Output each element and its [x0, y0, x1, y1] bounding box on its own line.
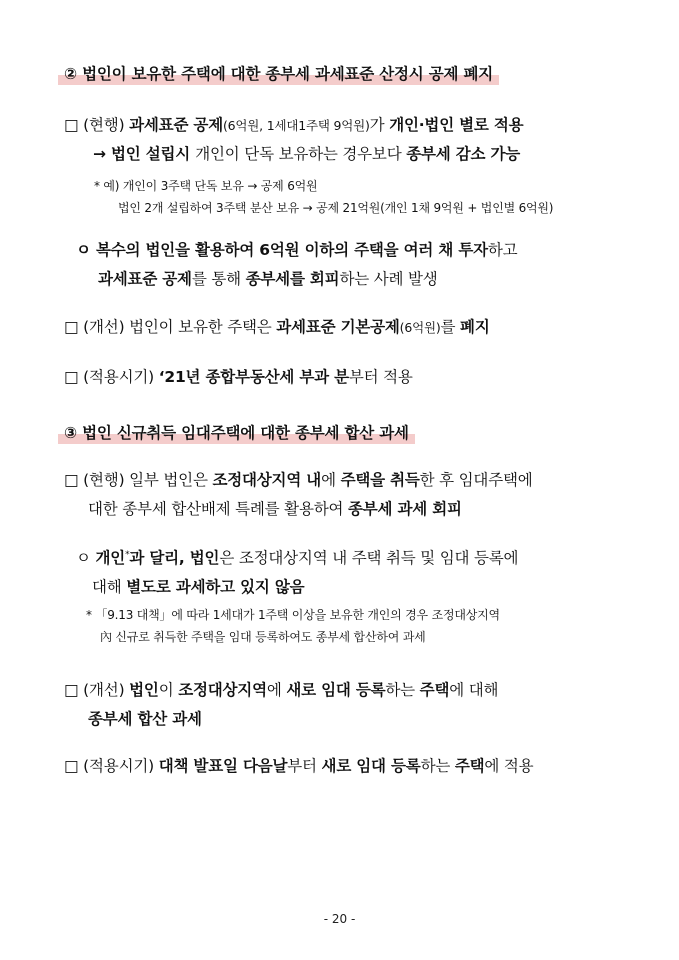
paragraph-line: □ (개선) 법인이 보유한 주택은 과세표준 기본공제(6억원)를 폐지 [64, 318, 490, 336]
paragraph-line: □ (적용시기) 대책 발표일 다음날부터 새로 임대 등록하는 주택에 적용 [64, 757, 534, 775]
paragraph-current-2 [64, 111, 523, 169]
paragraph-timing-2 [64, 363, 413, 392]
paragraph-current-3 [64, 466, 533, 524]
page-number: - 20 - [323, 912, 356, 926]
footnote-913 [86, 604, 500, 648]
section-heading-3: ③ 법인 신규취득 임대주택에 대한 종부세 합산 과세 [58, 421, 415, 445]
footnote-line: * 예) 개인이 3주택 단독 보유 → 공제 6억원 [94, 179, 318, 193]
paragraph-line: ㅇ 개인*과 달리, 법인은 조정대상지역 내 주택 취득 및 임대 등록에 [76, 549, 519, 568]
paragraph-line: □ (적용시기) ‘21년 종합부동산세 부과 분부터 적용 [64, 368, 413, 386]
paragraph-line: 종부세 합산 과세 [88, 710, 202, 728]
paragraph-line: □ (현행) 일부 법인은 조정대상지역 내에 주택을 취득한 후 임대주택에 [64, 471, 533, 489]
paragraph-issue-2 [76, 236, 517, 294]
paragraph-line: 대한 종부세 합산배제 특례를 활용하여 종부세 과세 회피 [88, 500, 462, 518]
paragraph-line: □ (현행) 과세표준 공제(6억원, 1세대1주택 9억원)가 개인·법인 별로 적용 [64, 116, 524, 134]
footnote-line: 법인 2개 설립하여 3주택 분산 보유 → 공제 21억원(개인 1채 9억원 + 법인별 6억원) [118, 201, 554, 215]
paragraph-improvement-2 [64, 313, 490, 342]
footnote-line: * 「9.13 대책」에 따라 1세대가 1주택 이상을 보유한 개인의 경우 조정대상지역 [86, 608, 500, 622]
paragraph-line: 대해 별도로 과세하고 있지 않음 [92, 578, 305, 597]
paragraph-line: □ (개선) 법인이 조정대상지역에 새로 임대 등록하는 주택에 대해 [64, 681, 499, 699]
footnote-line: 內 신규로 취득한 주택을 임대 등록하여도 종부세 합산하여 과세 [100, 630, 426, 644]
paragraph-line: 과세표준 공제를 통해 종부세를 회피하는 사례 발생 [98, 270, 438, 288]
paragraph-line: ㅇ 복수의 법인을 활용하여 6억원 이하의 주택을 여러 채 투자하고 [76, 241, 518, 259]
paragraph-line: → 법인 설립시 개인이 단독 보유하는 경우보다 종부세 감소 가능 [93, 145, 521, 163]
footnote-example [94, 175, 553, 219]
section-heading-2: ② 법인이 보유한 주택에 대한 종부세 과세표준 산정시 공제 폐지 [58, 62, 499, 86]
paragraph-timing-3 [64, 752, 533, 781]
paragraph-improvement-3 [64, 676, 498, 734]
paragraph-issue-3 [76, 541, 518, 602]
